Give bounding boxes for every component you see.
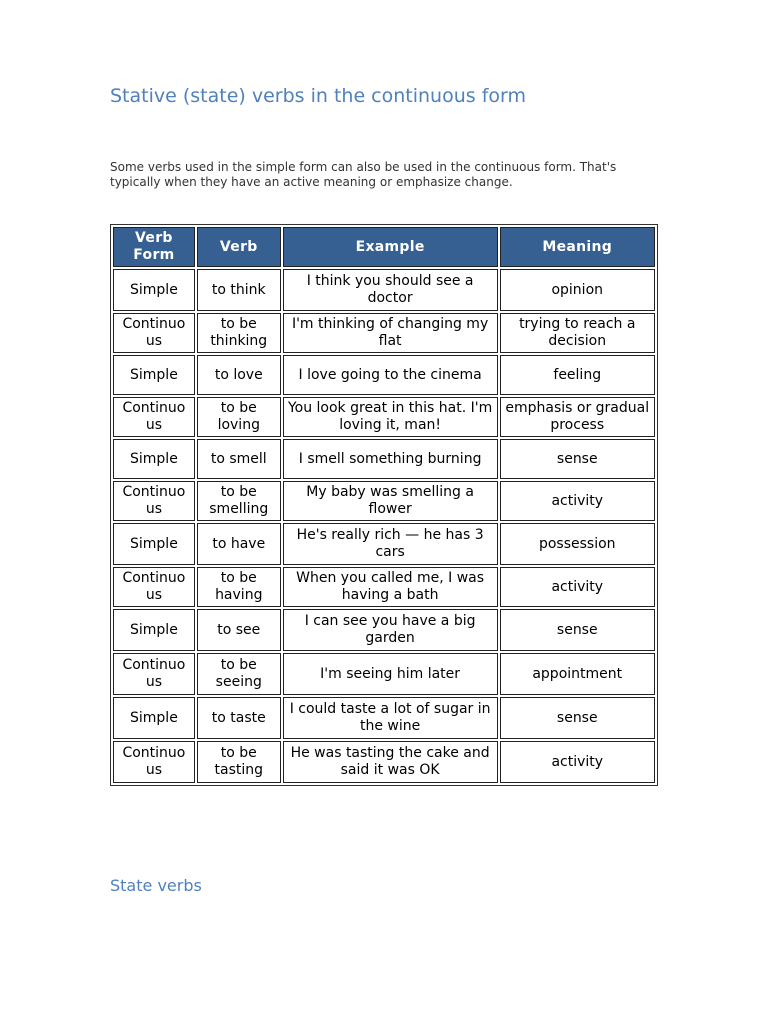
cell-example: He was tasting the cake and said it was OK: [283, 741, 498, 783]
cell-verb: to be smelling: [197, 481, 281, 521]
table-row: [113, 397, 655, 437]
cell-example: You look great in this hat. I'm loving it, man!: [283, 397, 498, 437]
cell-example: I smell something burning: [283, 439, 498, 479]
cell-verb: to love: [197, 355, 281, 395]
cell-form: Simple: [113, 439, 195, 479]
table-body: [113, 269, 655, 783]
cell-meaning: trying to reach a decision: [500, 313, 656, 353]
cell-verb: to smell: [197, 439, 281, 479]
cell-verb: to be tasting: [197, 741, 281, 783]
cell-example: I'm thinking of changing my flat: [283, 313, 498, 353]
cell-verb: to be having: [197, 567, 281, 607]
header-verb: Verb: [197, 227, 281, 267]
cell-form: Simple: [113, 269, 195, 311]
table-row: [113, 481, 655, 521]
cell-verb: to be thinking: [197, 313, 281, 353]
intro-paragraph: Some verbs used in the simple form can also be used in the continuous form. That's typically when they have an active meaning or emphasize change.: [110, 160, 617, 189]
cell-form: Simple: [113, 609, 195, 651]
cell-form: Continuo us: [113, 481, 195, 521]
cell-verb: to be loving: [197, 397, 281, 437]
cell-example: I love going to the cinema: [283, 355, 498, 395]
header-row: [113, 227, 655, 267]
cell-verb: to have: [197, 523, 281, 565]
table-row: [113, 269, 655, 311]
cell-example: I could taste a lot of sugar in the wine: [283, 697, 498, 739]
table-row: [113, 609, 655, 651]
table-row: [113, 567, 655, 607]
section-heading-state-verbs: State verbs: [110, 876, 202, 895]
cell-meaning: appointment: [500, 653, 656, 695]
header-meaning: Meaning: [500, 227, 656, 267]
table-row: [113, 523, 655, 565]
cell-form: Simple: [113, 523, 195, 565]
cell-meaning: sense: [500, 609, 656, 651]
stative-verbs-table: [110, 224, 658, 786]
table-header: [113, 227, 655, 267]
cell-example: My baby was smelling a flower: [283, 481, 498, 521]
cell-verb: to be seeing: [197, 653, 281, 695]
cell-meaning: activity: [500, 481, 656, 521]
header-example: Example: [283, 227, 498, 267]
cell-form: Continuo us: [113, 741, 195, 783]
table-row: [113, 653, 655, 695]
verbs-table-container: [110, 224, 658, 786]
header-verb-form: Verb Form: [113, 227, 195, 267]
cell-meaning: sense: [500, 697, 656, 739]
cell-meaning: emphasis or gradual process: [500, 397, 656, 437]
cell-example: He's really rich — he has 3 cars: [283, 523, 498, 565]
table-row: [113, 697, 655, 739]
cell-verb: to think: [197, 269, 281, 311]
cell-form: Continuo us: [113, 313, 195, 353]
cell-meaning: sense: [500, 439, 656, 479]
cell-example: I think you should see a doctor: [283, 269, 498, 311]
cell-meaning: activity: [500, 741, 656, 783]
cell-meaning: possession: [500, 523, 656, 565]
cell-meaning: opinion: [500, 269, 656, 311]
cell-form: Continuo us: [113, 397, 195, 437]
cell-example: I'm seeing him later: [283, 653, 498, 695]
table-row: [113, 313, 655, 353]
cell-example: When you called me, I was having a bath: [283, 567, 498, 607]
cell-form: Continuo us: [113, 653, 195, 695]
cell-verb: to taste: [197, 697, 281, 739]
table-row: [113, 355, 655, 395]
cell-verb: to see: [197, 609, 281, 651]
cell-example: I can see you have a big garden: [283, 609, 498, 651]
page-title: Stative (state) verbs in the continuous form: [110, 85, 527, 107]
table-row: [113, 439, 655, 479]
cell-form: Continuo us: [113, 567, 195, 607]
cell-form: Simple: [113, 697, 195, 739]
table-row: [113, 741, 655, 783]
cell-meaning: feeling: [500, 355, 656, 395]
cell-meaning: activity: [500, 567, 656, 607]
cell-form: Simple: [113, 355, 195, 395]
